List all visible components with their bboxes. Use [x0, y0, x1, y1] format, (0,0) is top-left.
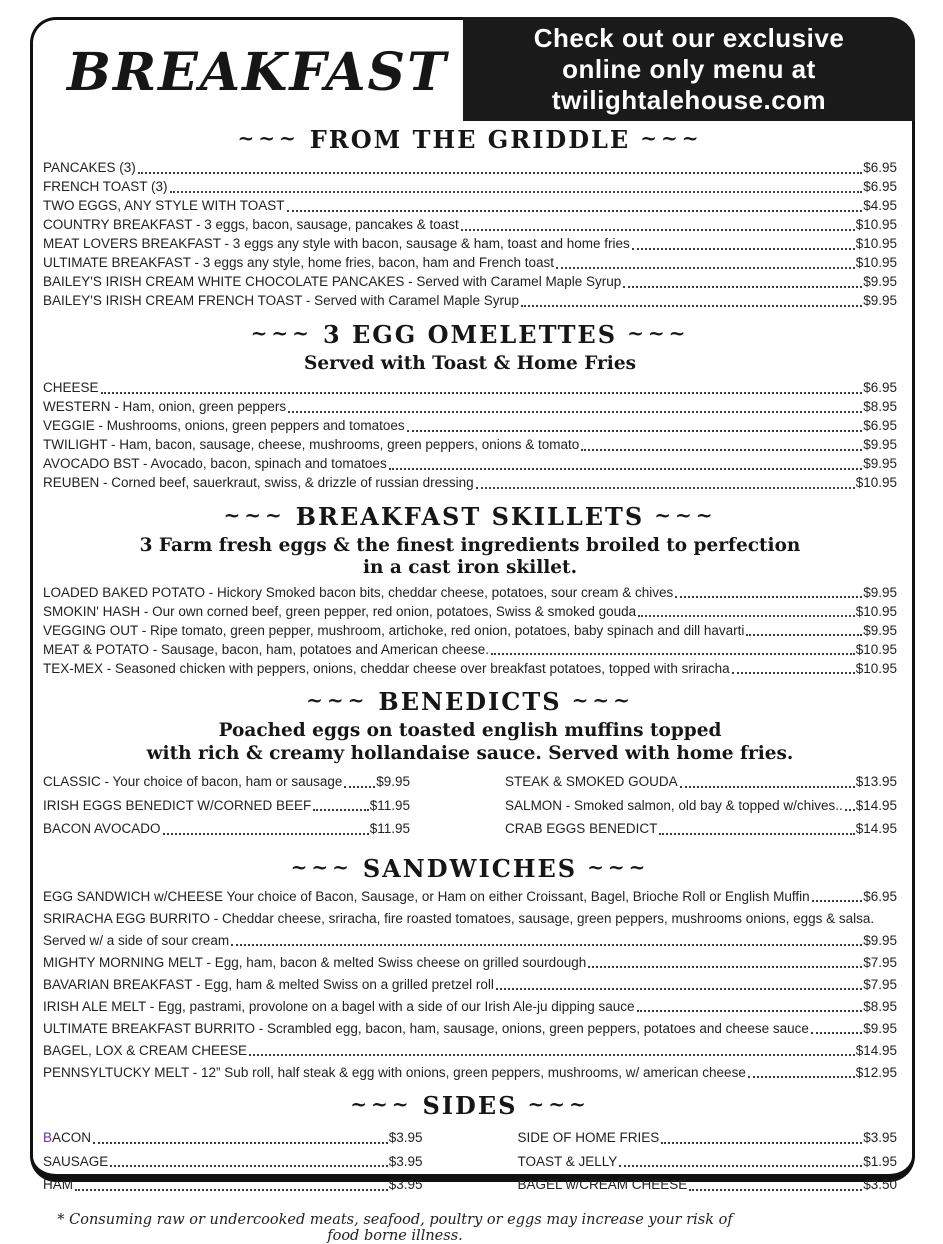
item-column-2 — [505, 773, 897, 844]
tilde-decoration-right: ~~~ — [527, 1092, 590, 1116]
tilde-decoration-right: ~~~ — [654, 502, 717, 527]
item-price: $6.95 — [863, 160, 897, 175]
dot-leader — [476, 487, 855, 489]
menu-section-sides — [43, 1092, 897, 1200]
menu-section-sandwiches — [43, 855, 897, 1082]
menu-section-benedicts — [43, 688, 897, 844]
menu-item-row — [43, 998, 897, 1016]
item-label: BAGEL w/CREAM CHEESE — [517, 1177, 688, 1192]
item-label: SALMON - Smoked salmon, old bay & topped w/chives.. — [505, 797, 843, 813]
dot-leader — [313, 809, 368, 811]
dot-leader — [287, 210, 863, 212]
menu-item-row — [43, 379, 897, 397]
item-label: HAM — [43, 1177, 73, 1192]
menu-item-row — [43, 1153, 423, 1171]
menu-item-row — [518, 1176, 898, 1194]
dot-leader — [231, 944, 862, 946]
item-label: SIDE OF HOME FRIES — [517, 1130, 660, 1145]
dot-leader — [249, 1054, 855, 1056]
item-price: $11.95 — [369, 797, 411, 813]
menu-item-row — [505, 797, 897, 815]
menu-item-row — [43, 398, 897, 416]
menu-item-row — [518, 1153, 898, 1171]
promo-website-url: twilightalehouse.com — [551, 84, 827, 115]
item-price: $8.95 — [863, 399, 897, 414]
section-title-text: FROM THE GRIDDLE — [309, 125, 631, 154]
item-price: $6.95 — [863, 380, 897, 395]
item-label: REUBEN - Corned beef, sauerkraut, swiss, & drizzle of russian dressing — [43, 475, 474, 490]
two-column-item-list — [43, 773, 897, 844]
dot-leader — [163, 833, 369, 835]
menu-item-row — [505, 773, 897, 791]
item-price: $9.95 — [863, 584, 897, 600]
item-price: $9.95 — [863, 293, 897, 308]
dot-leader — [93, 1142, 388, 1144]
item-column-2 — [518, 1129, 898, 1200]
item-label: LOADED BAKED POTATO - Hickory Smoked bacon bits, cheddar cheese, potatoes, sour cream & chives — [43, 584, 674, 600]
section-subtitle-line-1: Poached eggs on toasted english muffins topped — [218, 720, 722, 741]
item-list — [43, 159, 897, 310]
dot-leader — [619, 1165, 862, 1167]
item-label: SMOKIN' HASH - Our own corned beef, green pepper, red onion, potatoes, Swiss & smoked gouda — [43, 603, 637, 619]
dot-leader — [732, 672, 855, 674]
item-label: TWO EGGS, ANY STYLE WITH TOAST — [43, 198, 285, 213]
item-price: $4.95 — [863, 198, 897, 213]
dot-leader — [496, 988, 862, 990]
item-price: $11.95 — [369, 821, 411, 836]
item-price: $3.95 — [388, 1153, 423, 1169]
dot-leader — [556, 267, 855, 269]
item-price: $7.95 — [863, 976, 897, 992]
menu-item-row — [505, 820, 897, 838]
menu-item-row — [43, 254, 897, 272]
item-label: CLASSIC - Your choice of bacon, ham or sausage — [43, 774, 343, 789]
item-label: BAGEL, LOX & CREAM CHEESE — [43, 1042, 248, 1058]
item-price: $10.95 — [855, 236, 897, 251]
dot-leader — [581, 449, 862, 451]
item-price: $3.95 — [863, 1130, 897, 1145]
section-title — [43, 321, 897, 350]
menu-item-row — [43, 584, 897, 602]
menu-item-row — [43, 216, 897, 234]
promo-banner — [463, 17, 915, 121]
menu-item-row — [43, 436, 897, 454]
menu-item-row — [43, 273, 897, 291]
menu-item-row — [43, 954, 897, 972]
item-price: $9.95 — [863, 1020, 897, 1036]
menu-item-row — [43, 474, 897, 492]
item-price: $9.95 — [863, 456, 897, 471]
menu-item-row — [43, 603, 897, 621]
dot-leader — [461, 229, 855, 231]
item-label: IRISH EGGS BENEDICT W/CORNED BEEF — [43, 797, 312, 813]
dot-leader — [811, 1032, 862, 1034]
menu-section-griddle — [43, 126, 897, 310]
item-price: $9.95 — [376, 774, 411, 789]
dot-leader — [138, 172, 862, 174]
dot-leader — [521, 305, 862, 307]
section-subtitle-line-1: Served with Toast & Home Fries — [303, 352, 637, 374]
menu-border-frame — [30, 17, 915, 1244]
section-title-text: BENEDICTS — [378, 687, 562, 716]
item-label: STEAK & SMOKED GOUDA — [505, 774, 678, 789]
menu-item-wrapped-line — [43, 910, 897, 928]
dot-leader — [588, 966, 862, 968]
tilde-decoration-right: ~~~ — [571, 688, 634, 712]
menu-item-row — [43, 197, 897, 215]
dot-leader — [812, 900, 863, 902]
item-label: BACON — [43, 1130, 92, 1145]
item-label: ULTIMATE BREAKFAST BURRITO - Scrambled egg, bacon, ham, sausage, onions, green peppers, potatoes and cheese sauce — [43, 1020, 809, 1036]
item-price: $6.95 — [863, 418, 897, 433]
dot-leader — [623, 286, 862, 288]
menu-section-omelettes — [43, 321, 897, 492]
tilde-decoration-left: ~~~ — [223, 502, 286, 527]
item-price: $6.95 — [863, 179, 897, 194]
item-price: $3.50 — [863, 1177, 897, 1192]
menu-item-row — [43, 820, 410, 838]
item-label: SRIRACHA EGG BURRITO - Cheddar cheese, sriracha, fire roasted tomatoes, sausage, green peppers, mushrooms onions, eggs & salsa. — [43, 910, 875, 926]
tilde-decoration-left: ~~~ — [237, 126, 300, 150]
promo-line-2: online only menu at — [562, 53, 816, 84]
item-price: $9.95 — [863, 622, 897, 638]
section-title — [43, 126, 897, 155]
dot-leader — [638, 615, 855, 617]
tilde-decoration-left: ~~~ — [306, 688, 369, 712]
item-label: CHEESE — [43, 380, 99, 395]
dot-leader — [659, 833, 854, 835]
section-subtitle-line-2: in a cast iron skillet. — [362, 557, 578, 578]
item-label: BAVARIAN BREAKFAST - Egg, ham & melted Swiss on a grilled pretzel roll — [43, 976, 494, 992]
section-title — [43, 1092, 897, 1121]
item-label: MEAT & POTATO - Sausage, bacon, ham, potatoes and American cheese. — [43, 641, 489, 657]
menu-item-row — [43, 417, 897, 435]
menu-item-row — [43, 932, 897, 950]
tilde-decoration-right: ~~~ — [640, 126, 703, 150]
section-title — [43, 503, 897, 532]
item-price: $10.95 — [855, 641, 897, 657]
item-label: IRISH ALE MELT - Egg, pastrami, provolone on a bagel with a side of our Irish Ale-ju dipping sauce — [43, 998, 635, 1014]
item-label: CRAB EGGS BENEDICT — [505, 821, 658, 836]
menu-sections — [33, 126, 912, 1244]
item-price: $8.95 — [863, 998, 897, 1014]
page-title: BREAKFAST — [67, 42, 448, 103]
item-label: BAILEY'S IRISH CREAM WHITE CHOCOLATE PANCAKES - Served with Caramel Maple Syrup — [43, 274, 622, 289]
section-title — [43, 688, 897, 717]
menu-item-row — [43, 773, 410, 791]
section-title-text: SIDES — [422, 1091, 518, 1120]
menu-item-row — [43, 1176, 423, 1194]
disclaimer: * Consuming raw or undercooked meats, seafood, poultry or eggs may increase your risk of food borne illness. — [57, 1211, 733, 1244]
item-price: $12.95 — [855, 1064, 897, 1080]
two-column-item-list — [43, 1129, 897, 1200]
item-label: ULTIMATE BREAKFAST - 3 eggs any style, home fries, bacon, ham and French toast — [43, 255, 554, 270]
item-list — [43, 888, 897, 1082]
section-title-text: 3 EGG OMELETTES — [322, 319, 618, 349]
menu-item-row — [43, 976, 897, 994]
item-label: TWILIGHT - Ham, bacon, sausage, cheese, mushrooms, green peppers, onions & tomato — [43, 437, 580, 452]
item-label: PENNSYLTUCKY MELT - 12” Sub roll, half steak & egg with onions, green peppers, mushrooms, w/ american cheese — [43, 1064, 746, 1080]
item-price: $6.95 — [863, 888, 897, 904]
section-title-text: BREAKFAST SKILLETS — [295, 501, 645, 531]
section-title — [43, 855, 897, 884]
item-label: MIGHTY MORNING MELT - Egg, ham, bacon & melted Swiss cheese on grilled sourdough — [43, 954, 587, 970]
menu-item-row — [43, 1129, 423, 1147]
item-price: $14.95 — [855, 1042, 897, 1058]
menu-item-row — [43, 292, 897, 310]
dot-leader — [407, 430, 863, 432]
menu-item-row — [43, 888, 897, 906]
menu-item-row — [43, 1064, 897, 1082]
section-title-text: SANDWICHES — [362, 853, 578, 883]
menu-item-row — [43, 178, 897, 196]
item-price: $10.95 — [855, 255, 897, 270]
item-list — [43, 584, 897, 678]
item-price: $14.95 — [855, 797, 897, 813]
item-price: $10.95 — [855, 217, 897, 232]
menu-item-row — [43, 622, 897, 640]
item-price: $14.95 — [855, 821, 897, 836]
dot-leader — [637, 1010, 863, 1012]
item-label: TEX-MEX - Seasoned chicken with peppers, onions, cheddar cheese over breakfast potatoes, topped with sriracha — [43, 660, 730, 676]
item-label: VEGGIE - Mushrooms, onions, green peppers and tomatoes — [43, 418, 405, 433]
menu-item-row — [43, 1020, 897, 1038]
menu-item-row — [43, 159, 897, 177]
item-price: $9.95 — [863, 437, 897, 452]
item-price: $3.95 — [388, 1130, 423, 1145]
tilde-decoration-left: ~~~ — [250, 320, 313, 345]
section-subtitle-line-2: with rich & creamy hollandaise sauce. Served with home fries. — [146, 742, 794, 764]
menu-item-row — [43, 1042, 897, 1060]
menu-section-skillets — [43, 503, 897, 678]
dot-leader — [748, 1076, 855, 1078]
item-label: BAILEY'S IRISH CREAM FRENCH TOAST - Served with Caramel Maple Syrup — [43, 293, 519, 308]
item-column-1 — [43, 1129, 423, 1200]
item-label: AVOCADO BST - Avocado, bacon, spinach and tomatoes — [43, 456, 387, 471]
dot-leader — [689, 1189, 862, 1191]
dot-leader — [288, 411, 862, 413]
item-price: $10.95 — [855, 475, 897, 490]
section-subtitle-line-1: 3 Farm fresh eggs & the finest ingredients broiled to perfection — [139, 534, 801, 556]
item-label: VEGGING OUT - Ripe tomato, green pepper, mushroom, artichoke, red onion, potatoes, baby spinach and dill havarti — [43, 622, 745, 638]
dot-leader — [170, 191, 863, 193]
item-price: $7.95 — [863, 954, 897, 970]
item-column-1 — [43, 773, 410, 844]
item-label: EGG SANDWICH w/CHEESE Your choice of Bacon, Sausage, or Ham on either Croissant, Bagel, Brioche Roll or English Muffin — [43, 888, 810, 904]
dot-leader — [110, 1165, 387, 1167]
item-price: $10.95 — [855, 660, 897, 676]
dot-leader — [101, 392, 863, 394]
dot-leader — [389, 468, 863, 470]
dot-leader — [845, 809, 855, 811]
dot-leader — [675, 596, 862, 598]
item-label: SAUSAGE — [43, 1153, 109, 1169]
dot-leader — [632, 248, 855, 250]
item-label: MEAT LOVERS BREAKFAST - 3 eggs any style with bacon, sausage & ham, toast and home fries — [43, 236, 630, 251]
promo-line-1: Check out our exclusive — [533, 22, 845, 53]
item-price: $13.95 — [855, 774, 897, 789]
item-list — [43, 379, 897, 492]
item-price: $9.95 — [863, 932, 897, 948]
item-price: $3.95 — [388, 1177, 423, 1192]
item-label-accent-letter: B — [43, 1130, 53, 1145]
tilde-decoration-left: ~~~ — [350, 1092, 413, 1116]
menu-item-row — [43, 455, 897, 473]
menu-item-row — [518, 1129, 898, 1147]
dot-leader — [344, 786, 375, 788]
item-label: BACON AVOCADO — [43, 821, 161, 836]
dot-leader — [746, 634, 862, 636]
dot-leader — [680, 786, 855, 788]
item-label: PANCAKES (3) — [43, 160, 136, 175]
dot-leader — [661, 1142, 862, 1144]
tilde-decoration-right: ~~~ — [587, 854, 650, 879]
item-price: $1.95 — [863, 1153, 897, 1169]
item-label: COUNTRY BREAKFAST - 3 eggs, bacon, sausage, pancakes & toast — [43, 217, 459, 232]
dot-leader — [75, 1189, 388, 1191]
menu-item-row — [43, 660, 897, 678]
menu-item-row — [43, 235, 897, 253]
item-label: TOAST & JELLY — [517, 1153, 618, 1169]
item-label: Served w/ a side of sour cream — [43, 932, 230, 948]
item-label: WESTERN - Ham, onion, green peppers — [43, 399, 287, 414]
item-label: FRENCH TOAST (3) — [43, 179, 168, 194]
menu-item-row — [43, 641, 897, 659]
menu-item-row — [43, 797, 410, 815]
tilde-decoration-left: ~~~ — [290, 854, 353, 879]
item-price: $9.95 — [863, 274, 897, 289]
tilde-decoration-right: ~~~ — [627, 320, 690, 345]
item-price: $10.95 — [855, 603, 897, 619]
dot-leader — [491, 653, 855, 655]
